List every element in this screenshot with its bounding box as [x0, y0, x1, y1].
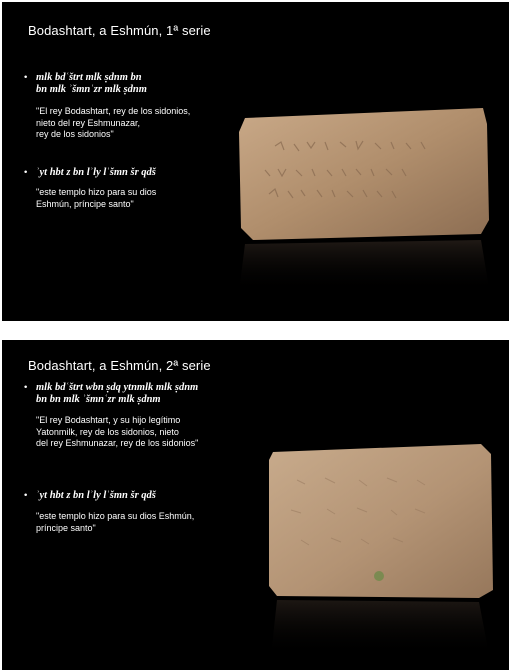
slide-title: Bodashtart, a Eshmún, 2ª serie: [28, 358, 211, 373]
translation-line: rey de los sidonios": [36, 129, 114, 139]
bullet-transliteration: [24, 72, 147, 96]
translation-quote: [36, 106, 190, 141]
translation-quote: [36, 511, 194, 534]
bullet-transliteration: [24, 490, 156, 502]
translation-line: "este templo hizo para su dios: [36, 187, 157, 197]
slide-2: [2, 340, 509, 670]
translation-line: Eshmún, príncipe santo": [36, 198, 134, 209]
translation-line: del rey Eshmunazar, rey de los sidonios": [36, 438, 199, 448]
translation-line: príncipe santo": [36, 522, 96, 533]
bullet-transliteration: [24, 382, 198, 406]
bullet-dot: •: [24, 72, 28, 83]
transliteration-line: bn bn mlk ʾšmnʿzr mlk ṣdnm: [36, 394, 161, 405]
bullet-dot: •: [24, 167, 28, 178]
slide-title: Bodashtart, a Eshmún, 1ª serie: [28, 23, 211, 38]
transliteration-line: ʾyt hbt z bn lʾly lʾšmn šr qdš: [36, 167, 156, 178]
slide-1: [2, 2, 509, 321]
translation-quote: [36, 187, 156, 210]
translation-line: "este templo hizo para su dios Eshmún,: [36, 511, 195, 521]
bullet-dot: •: [24, 490, 28, 501]
translation-line: "El rey Bodashtart, y su hijo legítimo: [36, 415, 181, 425]
transliteration-line: bn mlk ʾšmnʿzr mlk ṣdnm: [36, 84, 147, 95]
inscription-stone-image: [235, 102, 495, 292]
bullet-transliteration: [24, 167, 156, 179]
translation-line: "El rey Bodashtart, rey de los sidonios,: [36, 106, 191, 116]
inscription-stone-image: [267, 440, 497, 660]
translation-quote: [36, 415, 198, 450]
transliteration-line: mlk bdʿštrt wbn ṣdq ytnmlk mlk ṣdnm: [36, 382, 199, 393]
translation-line: Yatonmilk, rey de los sidonios, nieto: [36, 426, 179, 437]
transliteration-line: mlk bdʿštrt mlk ṣdnm bn: [36, 72, 142, 83]
bullet-dot: •: [24, 382, 28, 393]
transliteration-line: ʾyt hbt z bn lʾly lʾšmn šr qdš: [36, 490, 156, 501]
translation-line: nieto del rey Eshmunazar,: [36, 117, 141, 128]
